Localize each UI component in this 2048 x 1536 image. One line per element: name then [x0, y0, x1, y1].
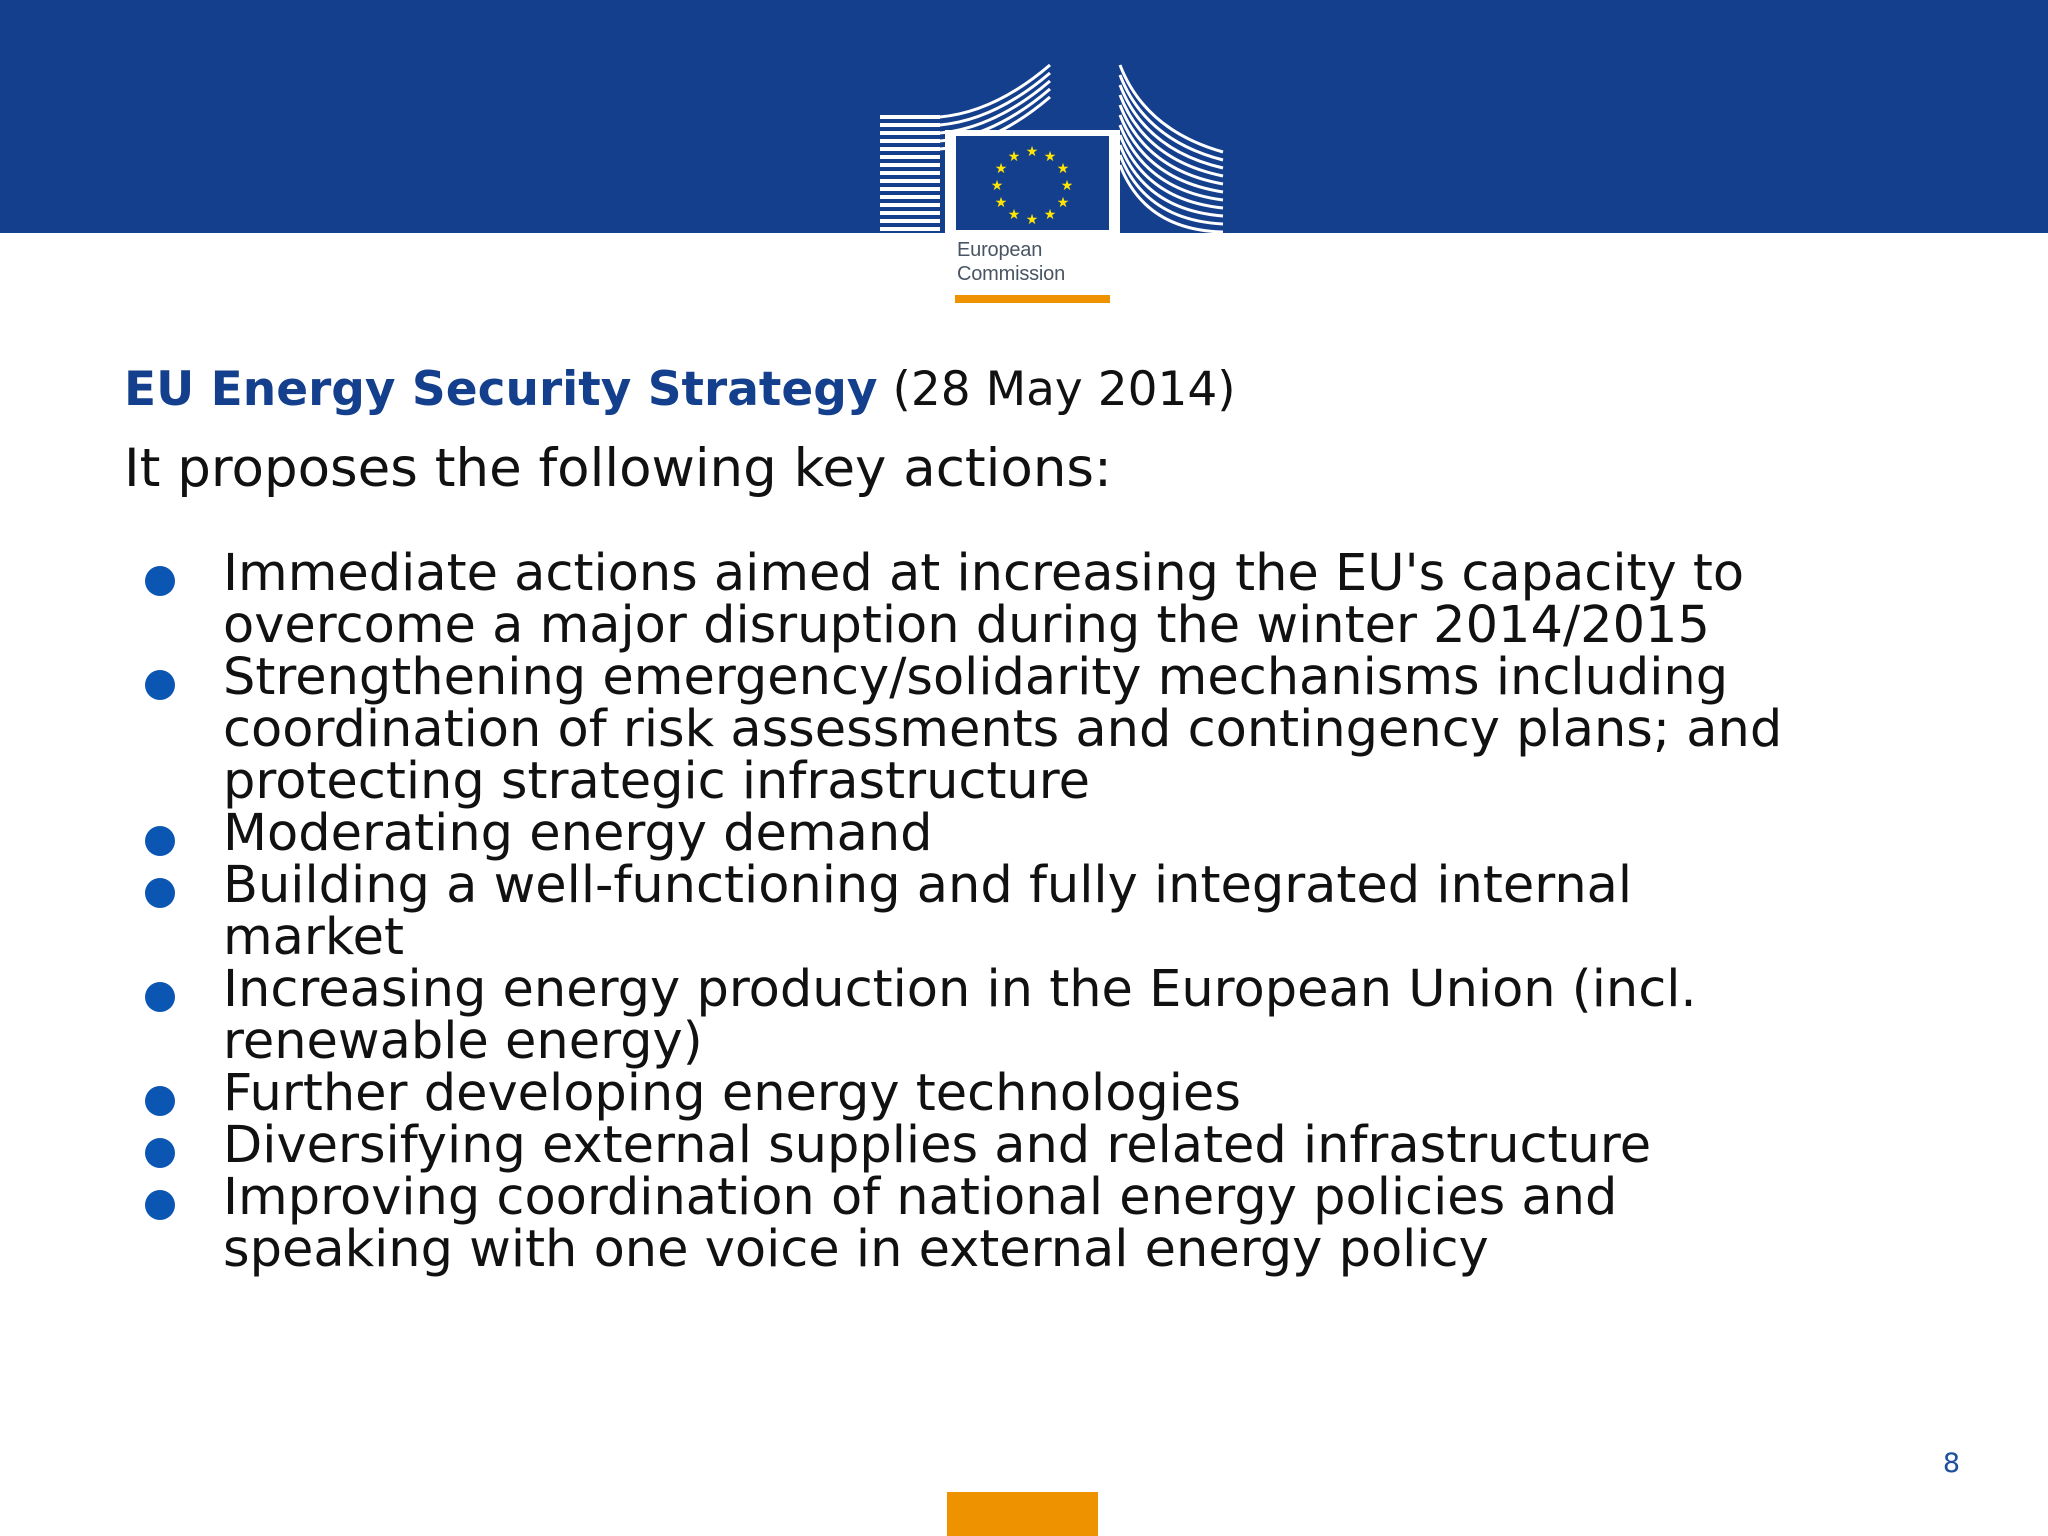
bullet-dot-icon [145, 826, 175, 856]
svg-text:★: ★ [994, 195, 1008, 211]
svg-text:★: ★ [1007, 207, 1021, 223]
svg-text:★: ★ [1043, 149, 1057, 165]
bullet-item [124, 1168, 1964, 1279]
logo-line-1: European [957, 239, 1043, 261]
bullet-line: market [223, 908, 404, 967]
logo-wordmark [957, 238, 1065, 286]
bullet-dot-icon [145, 1138, 175, 1168]
svg-text:★: ★ [990, 178, 1004, 194]
bullet-line: renewable energy) [223, 1012, 703, 1071]
svg-text:★: ★ [1025, 212, 1039, 228]
bullet-line: Strengthening emergency/solidarity mechanisms including [223, 648, 1729, 707]
intro-text: It proposes the following key actions: [124, 438, 1112, 499]
bullet-dot-icon [145, 1086, 175, 1116]
bottom-accent-tab [947, 1492, 1098, 1536]
bullet-line: Diversifying external supplies and related infrastructure [223, 1116, 1652, 1175]
bullet-line: Building a well-functioning and fully integrated internal [223, 856, 1633, 915]
svg-text:★: ★ [1056, 195, 1070, 211]
bullet-item [124, 544, 1964, 655]
bullet-line: Further developing energy technologies [223, 1064, 1241, 1123]
bullet-item [124, 1116, 1964, 1175]
bullet-line: Moderating energy demand [223, 804, 933, 863]
bullet-line: Immediate actions aimed at increasing the EU's capacity to [223, 544, 1745, 603]
bullet-dot-icon [145, 1190, 175, 1220]
strategy-date: (28 May 2014) [892, 362, 1236, 417]
bullet-item [124, 648, 1964, 811]
bullet-line: overcome a major disruption during the winter 2014/2015 [223, 596, 1710, 655]
bullet-line: coordination of risk assessments and contingency plans; and [223, 700, 1783, 759]
svg-text:★: ★ [1060, 178, 1074, 194]
bullet-dot-icon [145, 566, 175, 596]
svg-text:★: ★ [1007, 149, 1021, 165]
slide-title [124, 362, 1236, 418]
svg-text:★: ★ [994, 161, 1008, 177]
bullet-item [124, 804, 1964, 863]
strategy-title: EU Energy Security Strategy [124, 362, 878, 417]
bullet-item [124, 960, 1964, 1071]
page-number: 8 [1942, 1448, 1960, 1479]
bullet-dot-icon [145, 878, 175, 908]
bullet-dot-icon [145, 670, 175, 700]
svg-text:★: ★ [1025, 144, 1039, 160]
bullet-dot-icon [145, 982, 175, 1012]
bullet-line: Improving coordination of national energy policies and [223, 1168, 1618, 1227]
bullet-line: speaking with one voice in external energy policy [223, 1220, 1489, 1279]
bullet-item [124, 856, 1964, 967]
logo-line-2: Commission [957, 263, 1066, 285]
svg-text:★: ★ [1056, 161, 1070, 177]
bullet-line: Increasing energy production in the European Union (incl. [223, 960, 1697, 1019]
bullet-item [124, 1064, 1964, 1123]
bullet-line: protecting strategic infrastructure [223, 752, 1090, 811]
svg-text:★: ★ [1043, 207, 1057, 223]
key-actions-list [124, 544, 1964, 1279]
